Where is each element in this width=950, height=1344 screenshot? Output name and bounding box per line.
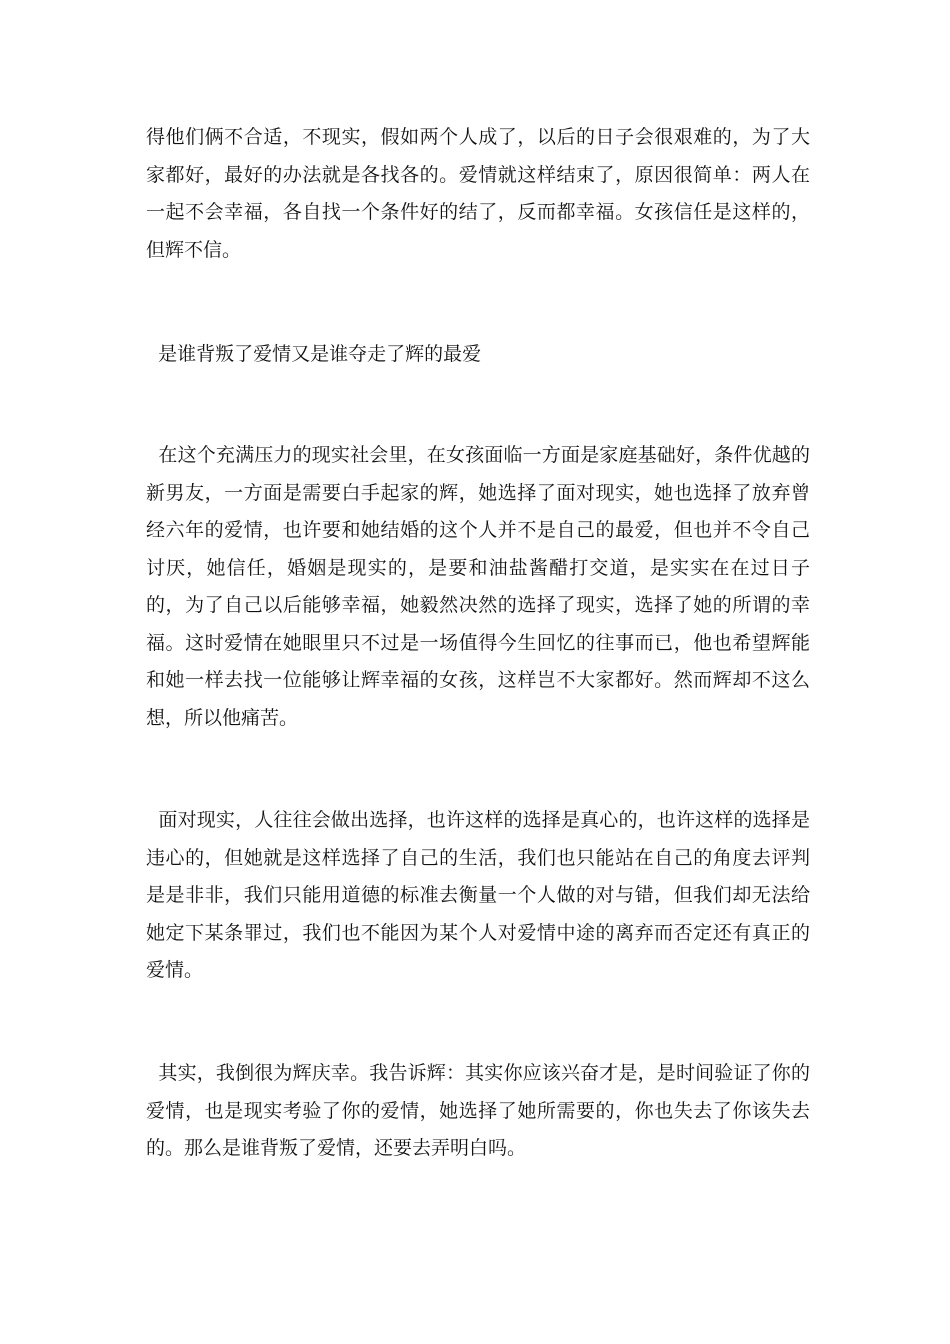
paragraph-reality-choice: 在这个充满压力的现实社会里，在女孩面临一方面是家庭基础好，条件优越的新男友，一方面是需要白手起家的辉，她选择了面对现实，她也选择了放弃曾经六年的爱情，也许要和她结婚的这个人并不是自己的最爱，但也并不令自己讨厌，她信任，婚姻是现实的，是要和油盐酱醋打交道，是实实在在过日子的，为了自己以后能够幸福，她毅然决然的选择了现实，选择了她的所谓的幸福。这时爱情在她眼里只不过是一场值得今生回忆的往事而已，他也希望辉能和她一样去找一位能够让辉幸福的女孩，这样岂不大家都好。然而辉却不这么想，所以他痛苦。 [146, 444, 810, 729]
paragraph-facing-reality: 面对现实，人往往会做出选择，也许这样的选择是真心的，也许这样的选择是违心的，但她就是这样选择了自己的生活，我们也只能站在自己的角度去评判是是非非，我们只能用道德的标准去衡量一个人做的对与错，但我们却无法给她定下某条罪过，我们也不能因为某个人对爱情中途的离弃而否定还有真正的爱情。 [146, 809, 810, 981]
paragraph-continuation: 得他们俩不合适，不现实，假如两个人成了，以后的日子会很艰难的，为了大家都好，最好的办法就是各找各的。爱情就这样结束了，原因很简单：两人在一起不会幸福，各自找一个条件好的结了，反而都幸福。女孩信任是这样的，但辉不信。 [146, 126, 810, 261]
section-heading: 是谁背叛了爱情又是谁夺走了辉的最爱 [146, 343, 482, 365]
paragraph-conclusion: 其实，我倒很为辉庆幸。我告诉辉：其实你应该兴奋才是，是时间验证了你的爱情，也是现实考验了你的爱情，她选择了她所需要的，你也失去了你该失去的。那么是谁背叛了爱情，还要去弄明白吗。 [146, 1062, 810, 1159]
